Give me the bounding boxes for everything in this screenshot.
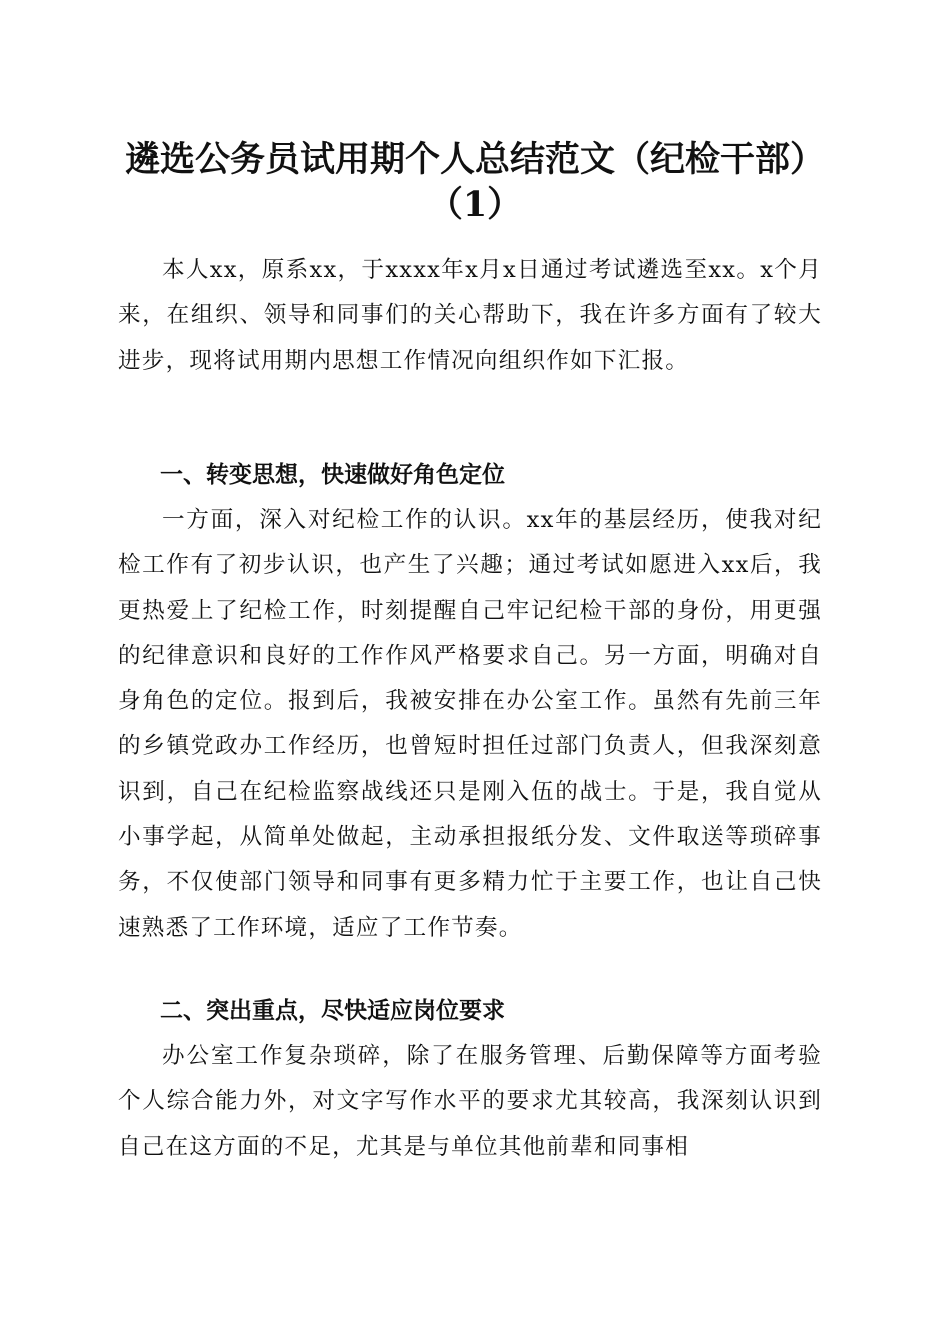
section-1-paragraph: 一方面，深入对纪检工作的认识。xx年的基层经历，使我对纪检工作有了初步认识，也产生了兴趣；通过考试如愿进入xx后，我更热爱上了纪检工作，时刻提醒自己牢记纪检干部的身份，用更强的纪律意识和良好的工作作风严格要求自己。另一方面，明确对自身角色的定位。报到后，我被安排在办公室工作。虽然有先前三年的乡镇党政办工作经历，也曾短时担任过部门负责人，但我深刻意识到，自己在纪检监察战线还只是刚入伍的战士。于是，我自觉从小事学起，从简单处做起，主动承担报纸分发、文件取送等琐碎事务，不仅使部门领导和同事有更多精力忙于主要工作，也让自己快速熟悉了工作环境，适应了工作节奏。	[118, 507, 822, 941]
intro-paragraph: 本人xx，原系xx，于xxxx年x月x日通过考试遴选至xx。x个月来，在组织、领导和同事们的关心帮助下，我在许多方面有了较大进步，现将试用期内思想工作情况向组织作如下汇报。	[118, 257, 822, 374]
section-2-paragraph: 办公室工作复杂琐碎，除了在服务管理、后勤保障等方面考验个人综合能力外，对文字写作水平的要求尤其较高，我深刻认识到自己在这方面的不足，尤其是与单位其他前辈和同事相	[118, 1043, 822, 1160]
section-heading-2: 二、突出重点，尽快适应岗位要求	[160, 998, 505, 1024]
section-heading-1: 一、转变思想，快速做好角色定位	[160, 462, 505, 488]
document-title: 遴选公务员试用期个人总结范文（纪检干部）	[124, 139, 825, 180]
document-title-number: （1）	[427, 184, 523, 225]
